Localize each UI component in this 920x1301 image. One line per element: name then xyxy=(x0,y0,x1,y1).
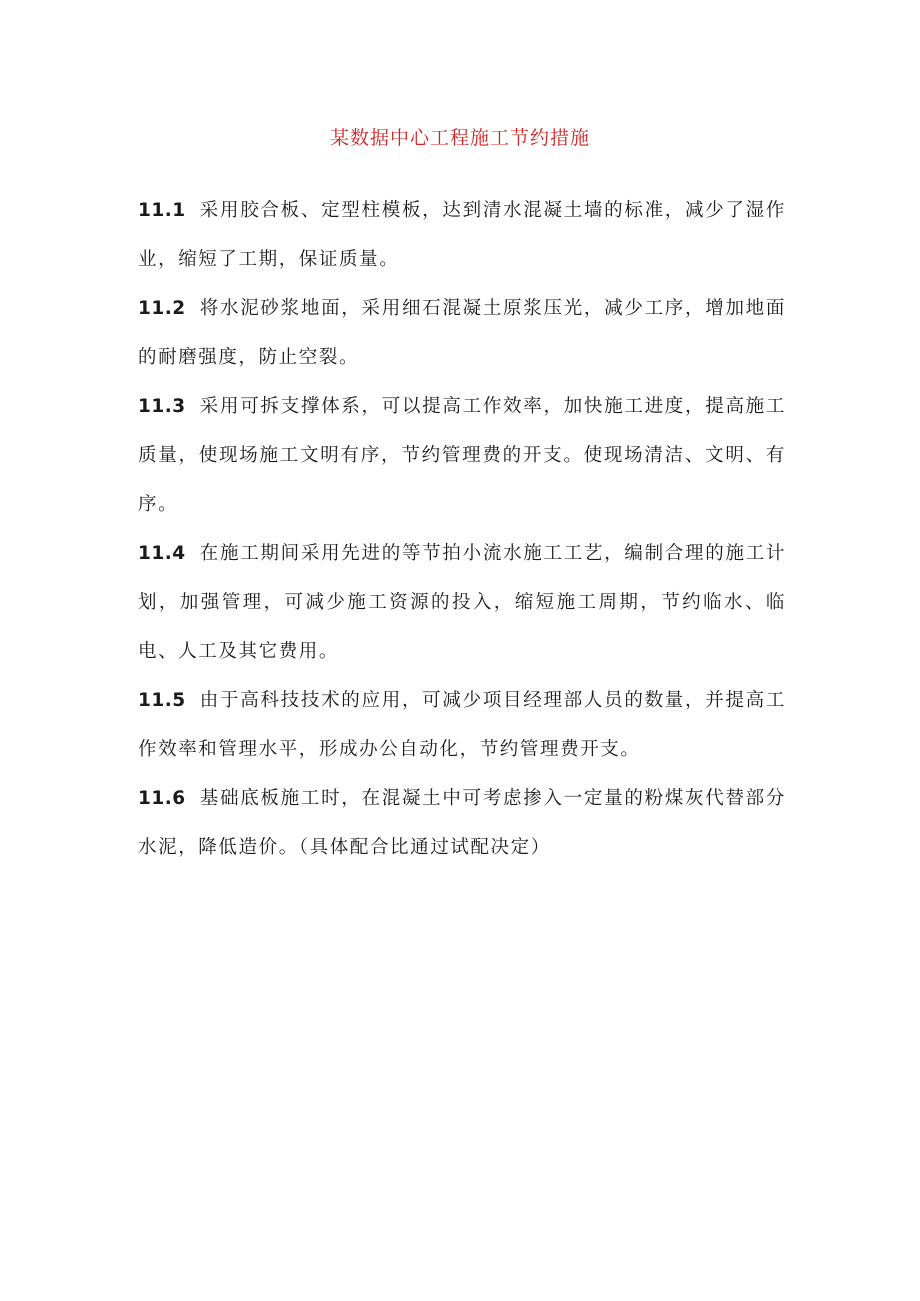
document-title: 某数据中心工程施工节约措施 xyxy=(329,127,590,149)
measure-item-11-2 xyxy=(138,284,786,382)
measure-number: 11.2 xyxy=(138,298,186,319)
measure-item-11-5 xyxy=(138,676,786,774)
measure-text: 由于高科技技术的应用，可减少项目经理部人员的数量，并提高工作效率和管理水平，形成办公自动化，节约管理费开支。 xyxy=(138,690,786,760)
measure-text: 采用胶合板、定型柱模板，达到清水混凝土墙的标准，减少了湿作业，缩短了工期，保证质量。 xyxy=(138,200,786,270)
measure-number: 11.6 xyxy=(138,788,186,809)
measure-item-11-6 xyxy=(138,774,786,872)
measures-list xyxy=(138,186,786,872)
measure-item-11-3 xyxy=(138,382,786,529)
measure-text: 采用可拆支撑体系，可以提高工作效率，加快施工进度，提高施工质量，使现场施工文明有序，节约管理费的开支。使现场清洁、文明、有序。 xyxy=(138,396,786,515)
measure-item-11-4 xyxy=(138,529,786,676)
measure-number: 11.5 xyxy=(138,690,186,711)
measure-text: 基础底板施工时，在混凝土中可考虑掺入一定量的粉煤灰代替部分水泥，降低造价。（具体配合比通过试配决定） xyxy=(138,788,786,858)
measure-number: 11.3 xyxy=(138,396,186,417)
measure-text: 将水泥砂浆地面，采用细石混凝土原浆压光，减少工序，增加地面的耐磨强度，防止空裂。 xyxy=(138,298,786,368)
measure-number: 11.4 xyxy=(138,543,186,564)
measure-number: 11.1 xyxy=(138,200,186,221)
measure-text: 在施工期间采用先进的等节拍小流水施工工艺，编制合理的施工计划，加强管理，可减少施工资源的投入，缩短施工周期，节约临水、临电、人工及其它费用。 xyxy=(138,543,786,662)
measure-item-11-1 xyxy=(138,186,786,284)
